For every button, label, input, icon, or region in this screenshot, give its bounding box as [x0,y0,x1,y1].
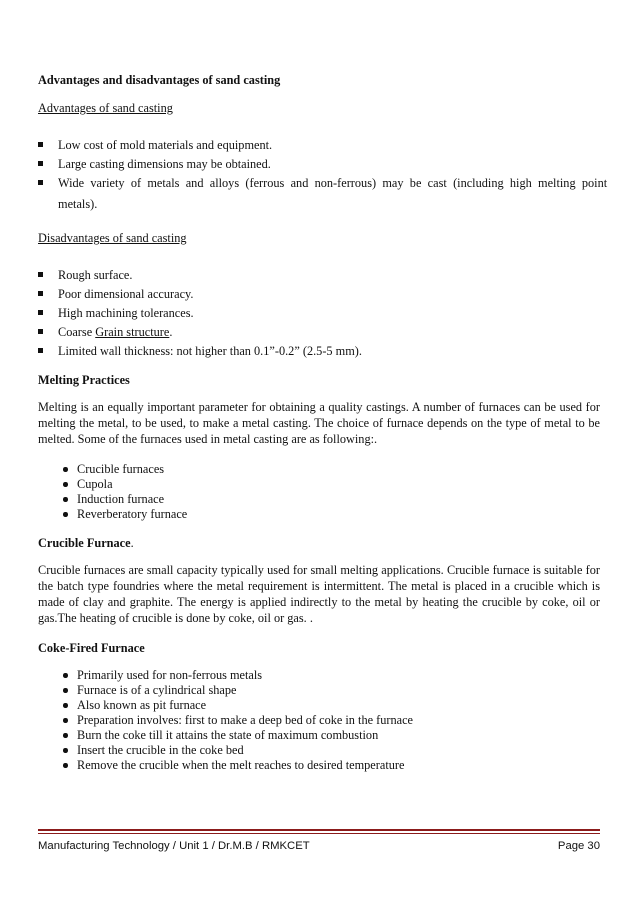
crucible-title [38,535,134,551]
bullet-square-icon [38,348,43,353]
section-heading: Advantages and disadvantages of sand casting [38,73,281,87]
list-item: Low cost of mold materials and equipment. [58,138,273,152]
footer-page-number: Page 30 [557,840,600,852]
bullet-dot-icon [63,718,68,723]
footer-rule-thick [38,829,600,831]
list-item: Preparation involves: first to make a deep bed of coke in the furnace [77,713,413,727]
bullet-square-icon [38,272,43,277]
crucible-title-dot: . [130,536,134,550]
list-item-continuation: metals). [58,197,98,211]
grain-structure-link[interactable]: Grain structure [95,325,170,339]
list-item-text: Coarse [58,325,96,339]
list-item: Primarily used for non-ferrous metals [77,668,263,682]
bullet-square-icon [38,329,43,334]
list-item: Rough surface. [58,268,133,282]
bullet-dot-icon [63,467,68,472]
list-item: Limited wall thickness: not higher than 0.1”-0.2” (2.5-5 mm). [58,344,362,358]
crucible-paragraph: Crucible furnaces are small capacity typically used for small melting applications. Crucible furnace is suitable for the batch type foundries where the metal requirement is intermittent. The metal is placed in a crucible which is made of clay and graphite. The energy is applied indirectly to the metal by heating the crucible by coke, oil or gas.The heating of crucible is done by coke, oil or gas. . [38,563,600,625]
bullet-dot-icon [63,703,68,708]
list-item: Reverberatory furnace [77,507,188,521]
list-item: Insert the crucible in the coke bed [77,743,244,757]
list-item: Crucible furnaces [77,462,165,476]
list-item: Remove the crucible when the melt reaches to desired temperature [77,758,405,772]
coke-title: Coke-Fired Furnace [38,641,145,655]
list-item [58,324,172,340]
list-item-text: . [169,325,173,339]
bullet-dot-icon [63,763,68,768]
bullet-dot-icon [63,673,68,678]
list-item: High machining tolerances. [58,306,194,320]
list-item: Burn the coke till it attains the state of maximum combustion [77,728,379,742]
list-item: Induction furnace [77,492,165,506]
bullet-dot-icon [63,748,68,753]
bullet-square-icon [38,142,43,147]
bullet-square-icon [38,291,43,296]
bullet-dot-icon [63,482,68,487]
list-item: Large casting dimensions may be obtained. [58,157,271,171]
bullet-dot-icon [63,733,68,738]
list-item: Poor dimensional accuracy. [58,287,194,301]
bullet-dot-icon [63,688,68,693]
list-item: Furnace is of a cylindrical shape [77,683,237,697]
advantages-title: Advantages of sand casting [38,101,173,115]
list-item: Also known as pit furnace [77,698,207,712]
melting-paragraph: Melting is an equally important parameter for obtaining a quality castings. A number of furnaces can be used for melting the metal, to be used, to make a metal casting. The choice of furnace depends on the type of metal to be melted. Some of the furnaces used in metal casting are as following:. [38,400,600,446]
crucible-title-text: Crucible Furnace [38,536,131,550]
melting-title: Melting Practices [38,373,130,387]
bullet-square-icon [38,310,43,315]
footer-left: Manufacturing Technology / Unit 1 / Dr.M.B / RMKCET [38,840,310,852]
bullet-dot-icon [63,497,68,502]
bullet-square-icon [38,180,43,185]
bullet-square-icon [38,161,43,166]
footer-rule-thin [38,833,600,834]
list-item: Wide variety of metals and alloys (ferrous and non-ferrous) may be cast (including high melting point [58,176,608,190]
bullet-dot-icon [63,512,68,517]
list-item: Cupola [77,477,113,491]
disadvantages-title: Disadvantages of sand casting [38,231,187,245]
